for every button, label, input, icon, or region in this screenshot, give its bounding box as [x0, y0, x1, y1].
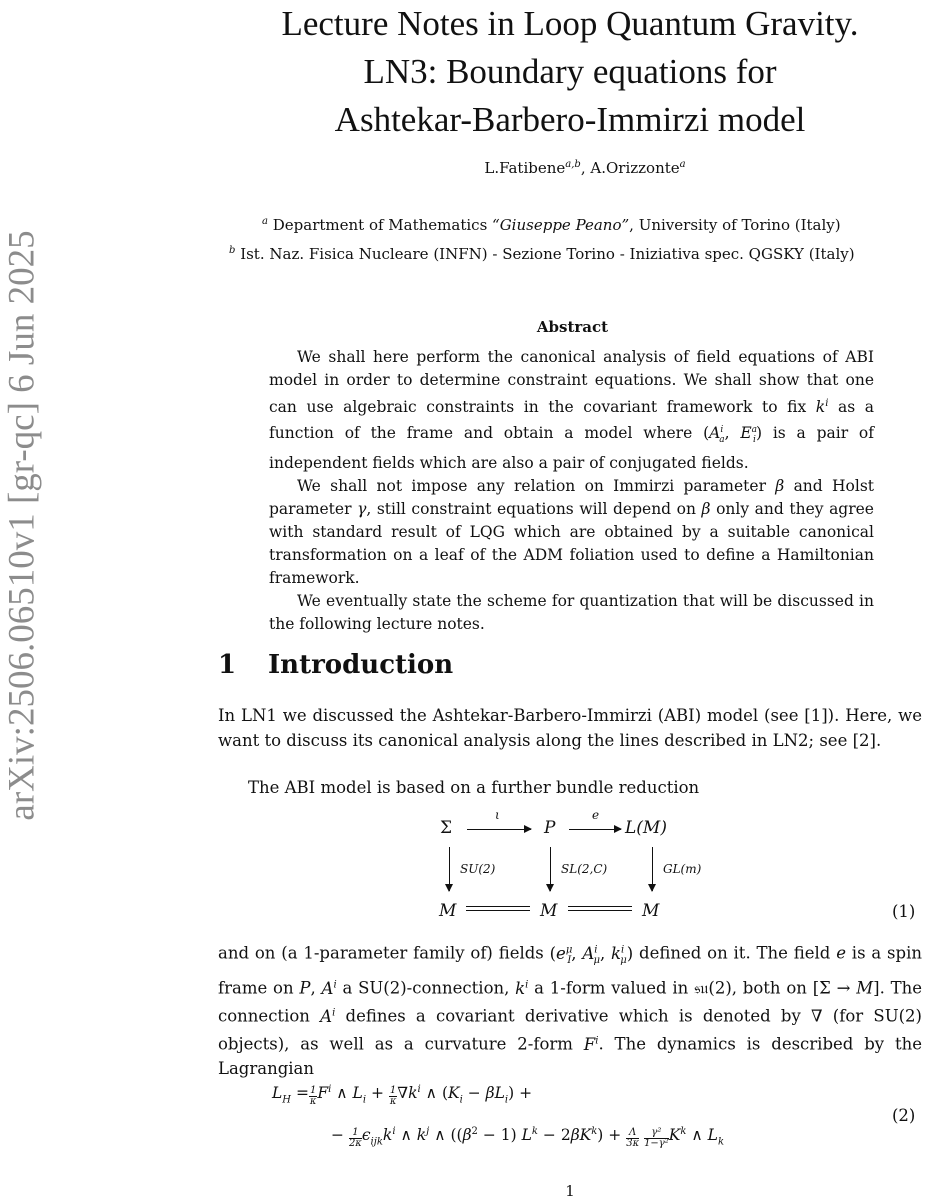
- math-A: $A^i$: [320, 1006, 336, 1026]
- abstract-paragraph-1: [269, 346, 874, 475]
- author-1: L.Fatibene: [484, 159, 566, 177]
- diagram-arrow-e: [569, 829, 621, 830]
- intro-text: . The dynamics is described by the Lagrangian: [218, 1034, 922, 1079]
- diagram-label-iota: ι: [495, 808, 500, 822]
- lagrangian-line-2: − $\frac{1}{2\kappa}$ $\epsilon_{ijk}k^i$ ∧ $k^j$ ∧ $((\beta^2 - 1) L^k - 2\beta K^k)$ + $\frac{\Lambda}{3\kappa}$ $\frac{\text{γ²}}{\text{1−γ²}}$ $K^k$ ∧ $L_k$: [331, 1126, 725, 1150]
- math-gamma: γ: [357, 500, 367, 519]
- intro-paragraph-2: The ABI model is based on a further bundle reduction: [248, 778, 700, 797]
- diagram-label-e: e: [592, 808, 600, 822]
- author-1-affil: a,b: [565, 159, 581, 170]
- diagram-arrow-glm: [652, 847, 653, 891]
- affiliation-b: [215, 245, 938, 263]
- section-number: 1: [218, 650, 237, 680]
- diagram-arrow-su2: [449, 847, 450, 891]
- intro-text: and on (a 1-parameter family of) fields: [218, 943, 550, 963]
- affiliation-a-institute: “Giuseppe Peano”: [492, 216, 630, 234]
- arxiv-stamp: [2, 180, 42, 870]
- math-pair: ($A^i_a$, $E^a_i$): [703, 424, 762, 446]
- affiliation-b-mark: b: [229, 245, 236, 256]
- math-k: $k^i$: [815, 398, 829, 417]
- math-e: e: [836, 943, 846, 963]
- equation-number-2: (2): [892, 1106, 916, 1125]
- affiliation-a-mark: a: [262, 216, 268, 227]
- math-beta: β: [775, 477, 785, 496]
- intro-text: (2), both on: [708, 978, 813, 998]
- diagram-P: P: [544, 818, 556, 838]
- diagram-label-glm: GL(m): [663, 862, 702, 876]
- math-fields: ($e^\mu_I$, $A^i_\mu$, $k^i_\mu$): [549, 943, 634, 966]
- title-line-1: Lecture Notes in Loop Quantum Gravity.: [281, 4, 859, 43]
- diagram-label-sl2c: SL(2,C): [561, 862, 608, 876]
- math-k: $k^i$: [515, 978, 529, 998]
- lagrangian-line-1: $L_H$ = $\frac{1}{\kappa}$ $F^i$ ∧ $L_i$ + $\frac{1}{\kappa}$ $\nabla k^i$ ∧ $(K_i - \beta L_i)$ +: [272, 1084, 533, 1108]
- diagram-label-su2: SU(2): [460, 862, 496, 876]
- abstract-text: only and they agree with standard result of LQG which are obtained by a suitable canonical transformation on a leaf of the ADM foliation used to define a Hamiltonian framework.: [269, 500, 874, 588]
- diagram-equal-2: [568, 906, 632, 911]
- page-number: 1: [565, 1182, 575, 1200]
- intro-text: defines a covariant derivative which is denoted by ∇ (for SU(2) objects), as well as a curvature 2-form: [218, 1006, 922, 1054]
- abstract-heading: Abstract: [536, 318, 609, 336]
- author-2-affil: a: [679, 159, 686, 170]
- diagram-M-2: M: [540, 901, 558, 921]
- abstract-body: [269, 346, 874, 636]
- intro-text: a 1-form valued in: [528, 978, 695, 998]
- intro-paragraph-1: In LN1 we discussed the Ashtekar-Barbero-Immirzi (ABI) model (see [1]). Here, we want to discuss its canonical analysis along the lines described in LN2; see [2].: [218, 706, 922, 750]
- arxiv-stamp-text: arXiv:2506.06510v1 [gr-qc] 6 Jun 2025: [1, 229, 43, 821]
- author-list: L.Fatibene$^{a,b}$, A.Orizzonte$^a$: [484, 159, 686, 177]
- affiliation-b-text: Ist. Naz. Fisica Nucleare (INFN) - Sezione Torino - Iniziativa spec. QGSKY (Italy): [240, 245, 855, 263]
- intro-text: a SU(2)-connection,: [336, 978, 516, 998]
- equation-number-1: (1): [892, 902, 916, 921]
- diagram-M-1: M: [439, 901, 457, 921]
- diagram-LM: L(M): [625, 818, 667, 838]
- math-P: P: [299, 978, 311, 998]
- abstract-text: We shall not impose any relation on Immirzi parameter: [297, 477, 776, 496]
- math-A: $A^i$: [321, 978, 337, 998]
- math-beta: β: [701, 500, 711, 519]
- abstract-text: , still constraint equations will depend on: [366, 500, 702, 519]
- math-bundle: [Σ → M]: [812, 978, 880, 998]
- abstract-paragraph-2: [269, 475, 874, 590]
- diagram-sigma: Σ: [440, 818, 453, 838]
- intro-text: ,: [310, 978, 322, 998]
- section-heading: [218, 650, 918, 680]
- affiliation-a: [215, 216, 938, 234]
- affiliation-a-location: , University of Torino (Italy): [629, 216, 841, 234]
- title-line-3: Ashtekar-Barbero-Immirzi model: [334, 100, 806, 139]
- affiliation-a-text: Department of Mathematics: [272, 216, 493, 234]
- diagram-arrow-sl2c: [550, 847, 551, 891]
- intro-paragraph-3: [218, 938, 922, 1082]
- intro-text: is a spin frame on: [218, 943, 922, 998]
- diagram-equal-1: [466, 906, 530, 911]
- title-line-2: LN3: Boundary equations for: [363, 52, 777, 91]
- diagram-M-3: M: [642, 901, 660, 921]
- intro-text: defined on it. The field: [633, 943, 837, 963]
- paper-title: [250, 0, 890, 144]
- math-su: 𝔰𝔲: [694, 978, 709, 998]
- intro-text: . The connection: [218, 978, 922, 1026]
- abstract-text: and Holst parameter: [269, 477, 874, 519]
- section-title: Introduction: [268, 650, 454, 680]
- abstract-text: is a pair of independent fields which are also a pair of conjugated fields.: [269, 424, 875, 473]
- abstract-text: We shall here perform the canonical analysis of field equations of ABI model in order to determine constraint equations. We shall show that one can use algebraic constraints in the covariant framework to fix: [269, 348, 874, 417]
- math-F: $F^i$: [583, 1034, 599, 1054]
- author-2: A.Orizzonte: [590, 159, 680, 177]
- abstract-paragraph-3: We eventually state the scheme for quantization that will be discussed in the following lecture notes.: [269, 592, 874, 634]
- abstract-text: as a function of the frame and obtain a model where: [269, 398, 874, 443]
- diagram-arrow-iota: [467, 829, 531, 830]
